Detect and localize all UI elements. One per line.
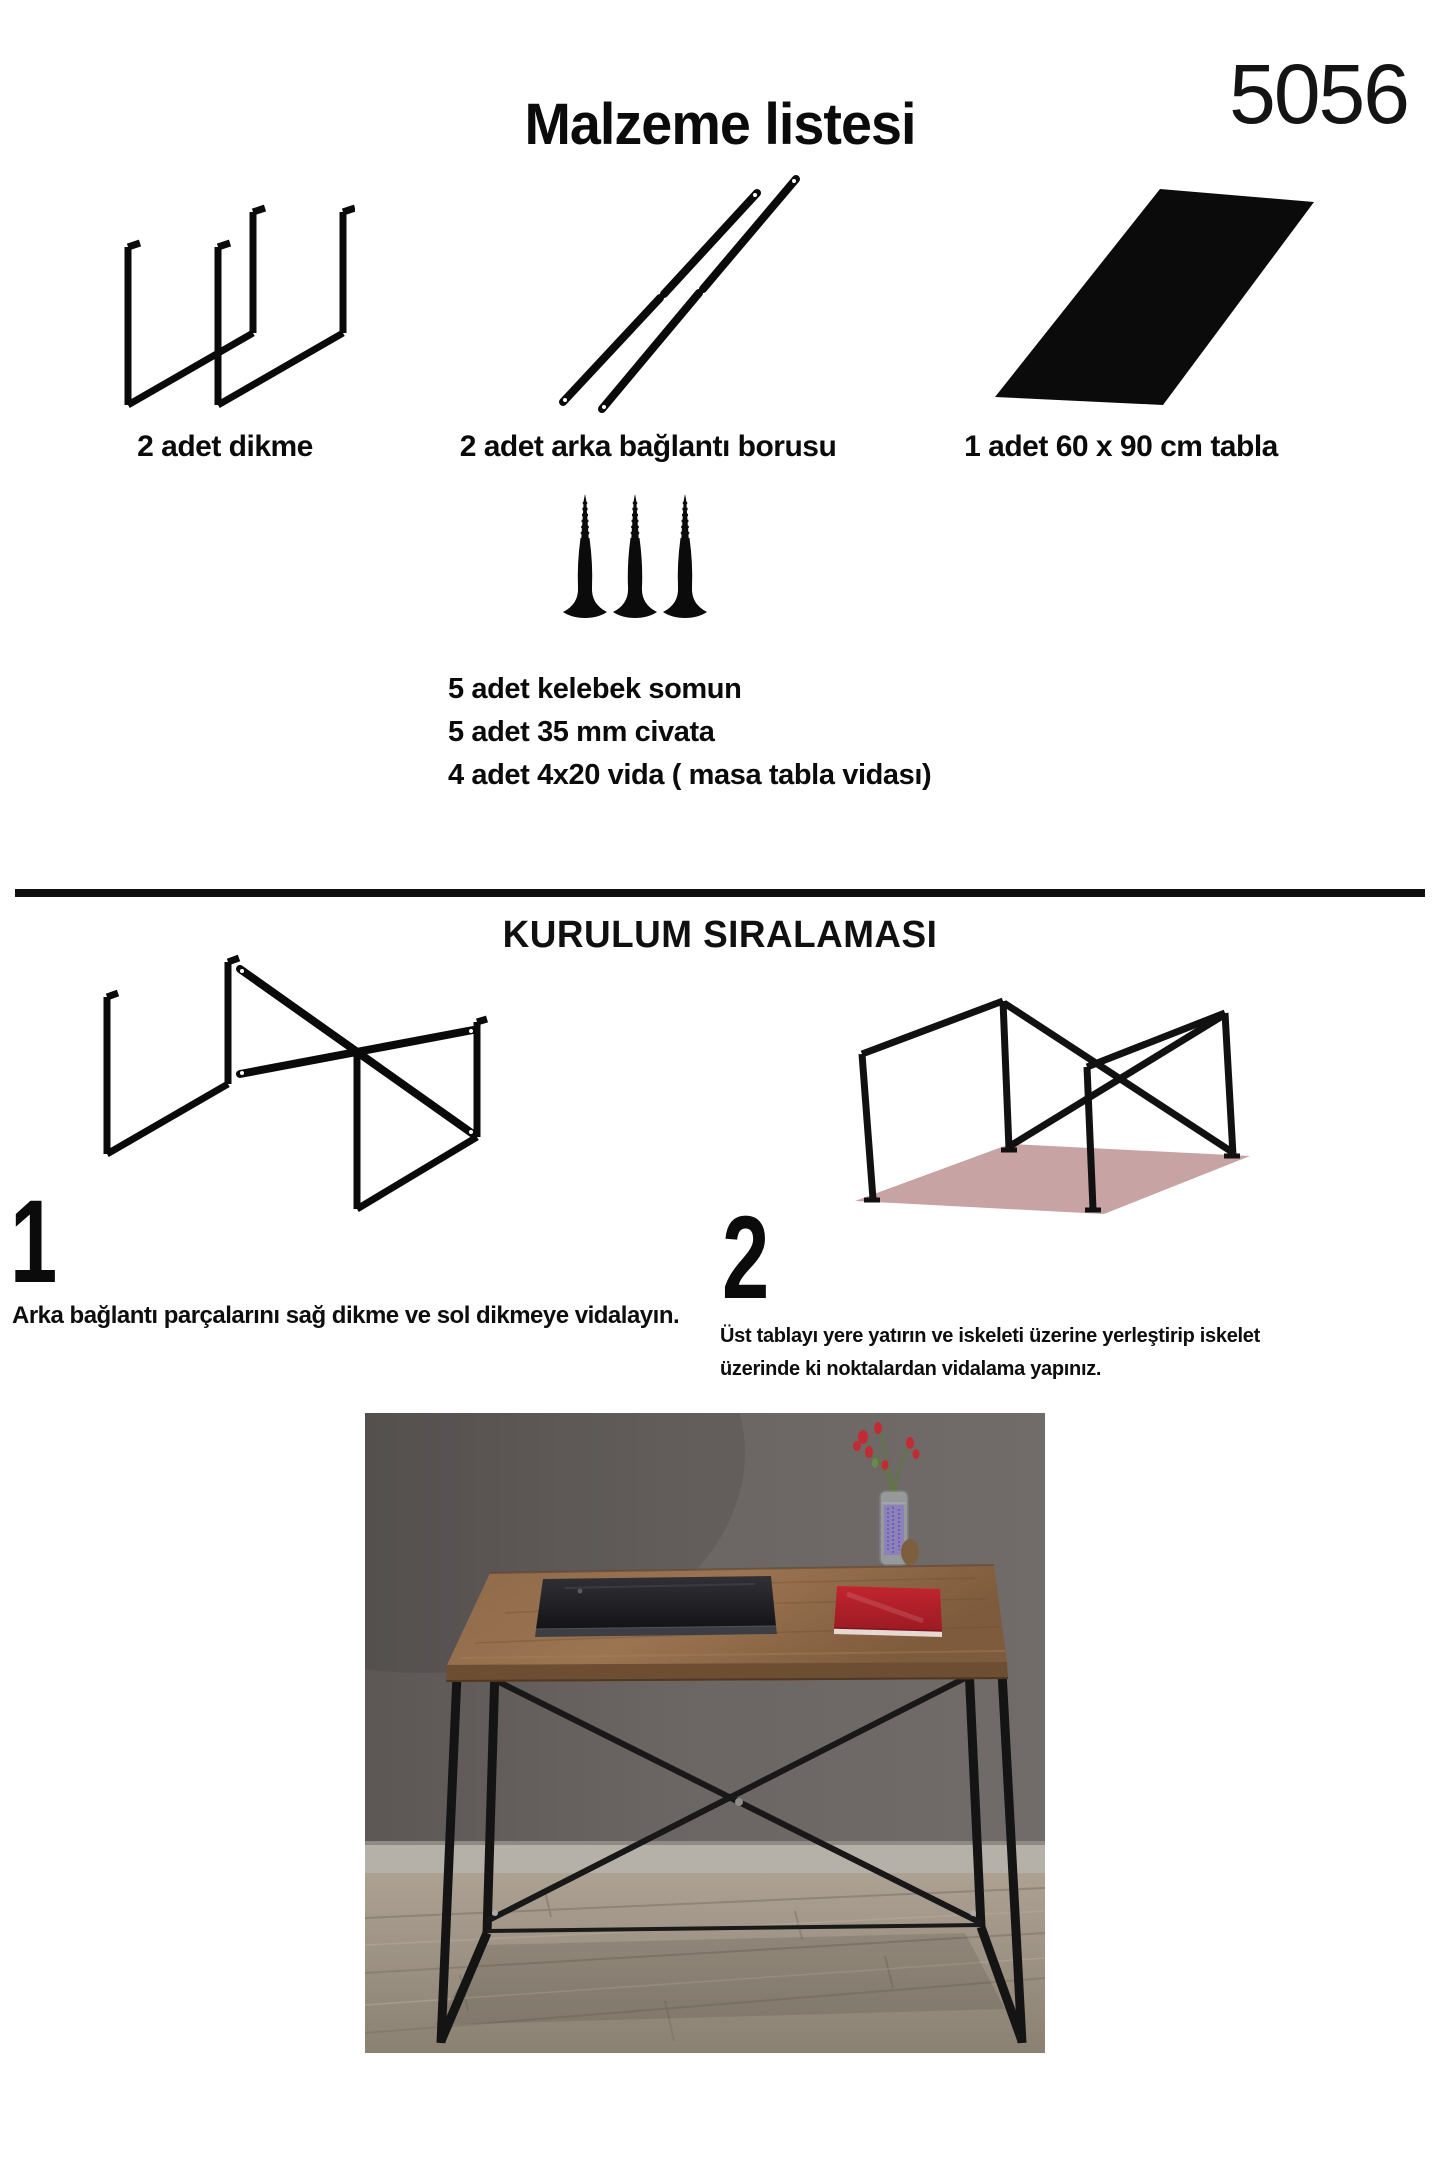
assembled-desk-photo: [365, 1413, 1045, 2053]
step2-text: [720, 1320, 1300, 1386]
hardware-list: [448, 668, 931, 797]
material-label-dikme: 2 adet dikme: [137, 430, 313, 463]
hardware-line: 5 adet 35 mm civata: [448, 716, 715, 748]
screws-icon: [560, 490, 710, 625]
material-label-boru: 2 adet arka bağlantı borusu: [459, 430, 837, 463]
photo-baseboard: [365, 1845, 1045, 1873]
section-title: KURULUM SIRALAMASI: [502, 914, 938, 956]
back-connection-tubes-icon: [440, 145, 810, 415]
section-divider: [15, 889, 1425, 897]
hardware-line: 5 adet kelebek somun: [448, 673, 742, 705]
step2-text-line: üzerinde ki noktalardan vidalama yapınız.: [720, 1358, 1102, 1380]
step1-number: 1: [10, 1176, 58, 1308]
hardware-line: 4 adet 4x20 vida ( masa tabla vidası): [448, 759, 932, 791]
frame-on-tabletop-diagram: [820, 952, 1300, 1244]
tabletop-panel-icon: [990, 185, 1320, 410]
frame-with-cross-tubes-diagram: [50, 952, 490, 1214]
photo-red-book: [834, 1586, 942, 1637]
step2-text-line: Üst tablayı yere yatırın ve iskeleti üzerine yerleştirip iskelet: [720, 1325, 1260, 1347]
material-label-tabla: 1 adet 60 x 90 cm tabla: [964, 430, 1278, 463]
photo-laptop: [535, 1576, 777, 1637]
step2-number: 2: [722, 1192, 770, 1324]
page-title: Malzeme listesi: [524, 92, 916, 157]
step1-text: Arka bağlantı parçalarını sağ dikme ve sol dikmeye vidalayın.: [12, 1302, 680, 1329]
upright-frames-icon: [95, 195, 355, 415]
model-number: 5056: [1229, 47, 1408, 141]
